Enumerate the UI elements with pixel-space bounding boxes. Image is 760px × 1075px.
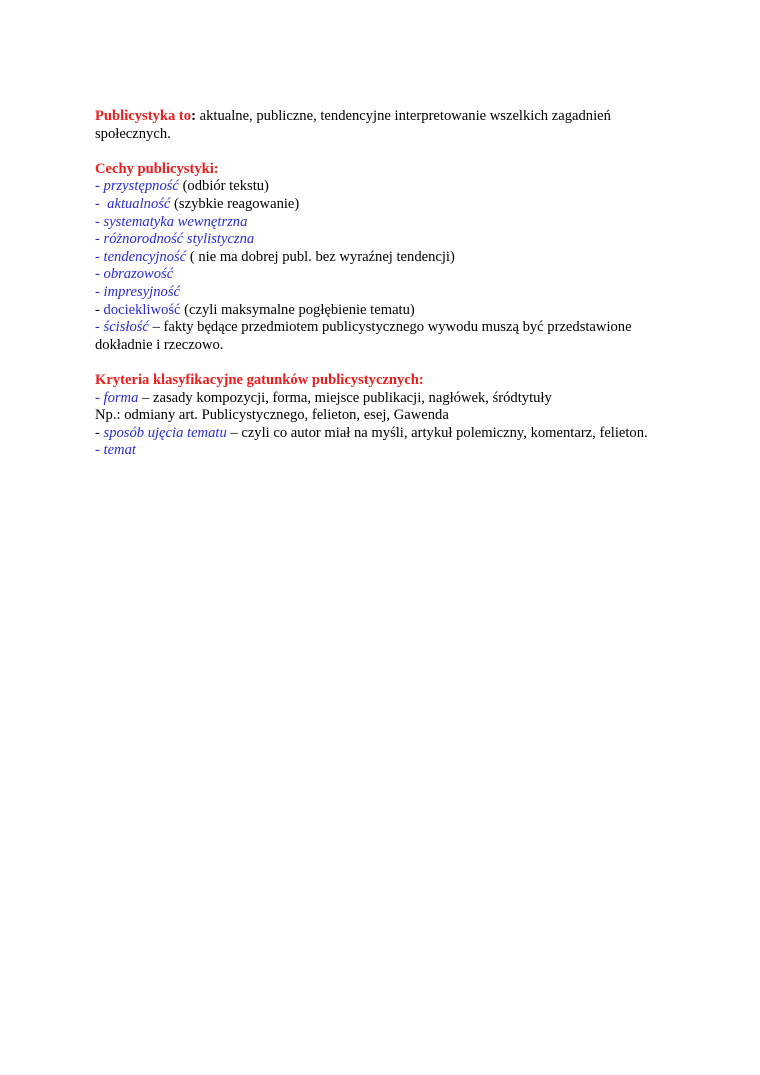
criteria-heading: Kryteria klasyfikacyjne gatunków publicystycznych: <box>95 371 424 388</box>
feature-item <box>95 302 675 320</box>
criteria-example: Np.: odmiany art. Publicystycznego, felieton, esej, Gawenda <box>95 407 449 424</box>
list-dash: - <box>95 442 104 459</box>
list-dash: - <box>95 319 104 336</box>
feature-term: impresyjność <box>103 283 180 300</box>
list-dash: - <box>95 213 104 230</box>
feature-term: obrazowość <box>103 266 174 283</box>
list-dash: - <box>95 248 104 265</box>
criteria-desc: – czyli co autor miał na myśli, artykuł polemiczny, komentarz, felieton. <box>226 424 648 441</box>
list-dash: - <box>95 283 104 300</box>
list-dash: - <box>95 178 104 195</box>
features-heading: Cechy publicystyki: <box>95 160 219 177</box>
feature-item <box>95 319 675 354</box>
spacer <box>95 354 675 372</box>
list-dash: - <box>95 301 104 318</box>
criteria-item <box>95 390 675 408</box>
intro-colon: : <box>191 108 196 124</box>
intro-label: Publicystyka to <box>95 108 192 124</box>
list-dash: - <box>95 195 108 212</box>
list-dash: - <box>95 424 104 441</box>
list-dash: - <box>95 266 104 283</box>
feature-desc: ( nie ma dobrej publ. bez wyraźnej tendencji) <box>186 248 455 265</box>
criteria-item <box>95 442 675 460</box>
criteria-term: forma <box>103 389 139 406</box>
feature-item <box>95 178 675 196</box>
feature-term: różnorodność stylistyczna <box>103 231 255 248</box>
feature-item <box>95 196 675 214</box>
feature-item <box>95 284 675 302</box>
feature-term: dociekliwość <box>103 301 181 318</box>
feature-term: przystępność <box>103 178 179 195</box>
feature-item <box>95 266 675 284</box>
feature-item <box>95 249 675 267</box>
list-dash: - <box>95 231 104 248</box>
feature-term: ścisłość <box>103 319 149 336</box>
criteria-term: temat <box>103 442 136 459</box>
document-page <box>95 108 675 460</box>
list-dash: - <box>95 389 104 406</box>
feature-desc: – fakty będące przedmiotem publicystycznego wywodu muszą być przedstawione dokładnie i rzeczowo. <box>95 319 632 353</box>
feature-item <box>95 231 675 249</box>
spacer <box>95 143 675 161</box>
feature-desc: (czyli maksymalne pogłębienie tematu) <box>180 301 415 318</box>
intro-paragraph <box>95 108 675 143</box>
feature-term: tendencyjność <box>103 248 187 265</box>
feature-desc: (szybkie reagowanie) <box>170 195 300 212</box>
intro-text: aktualne, publiczne, tendencyjne interpretowanie wszelkich zagadnień społecznych. <box>95 108 611 142</box>
feature-term: systematyka wewnętrzna <box>103 213 248 230</box>
criteria-term: sposób ujęcia tematu <box>103 424 227 441</box>
feature-item <box>95 214 675 232</box>
feature-term: aktualność <box>107 195 171 212</box>
feature-desc: (odbiór tekstu) <box>178 178 269 195</box>
criteria-desc: – zasady kompozycji, forma, miejsce publikacji, nagłówek, śródtytuły <box>138 389 552 406</box>
criteria-item <box>95 425 675 443</box>
